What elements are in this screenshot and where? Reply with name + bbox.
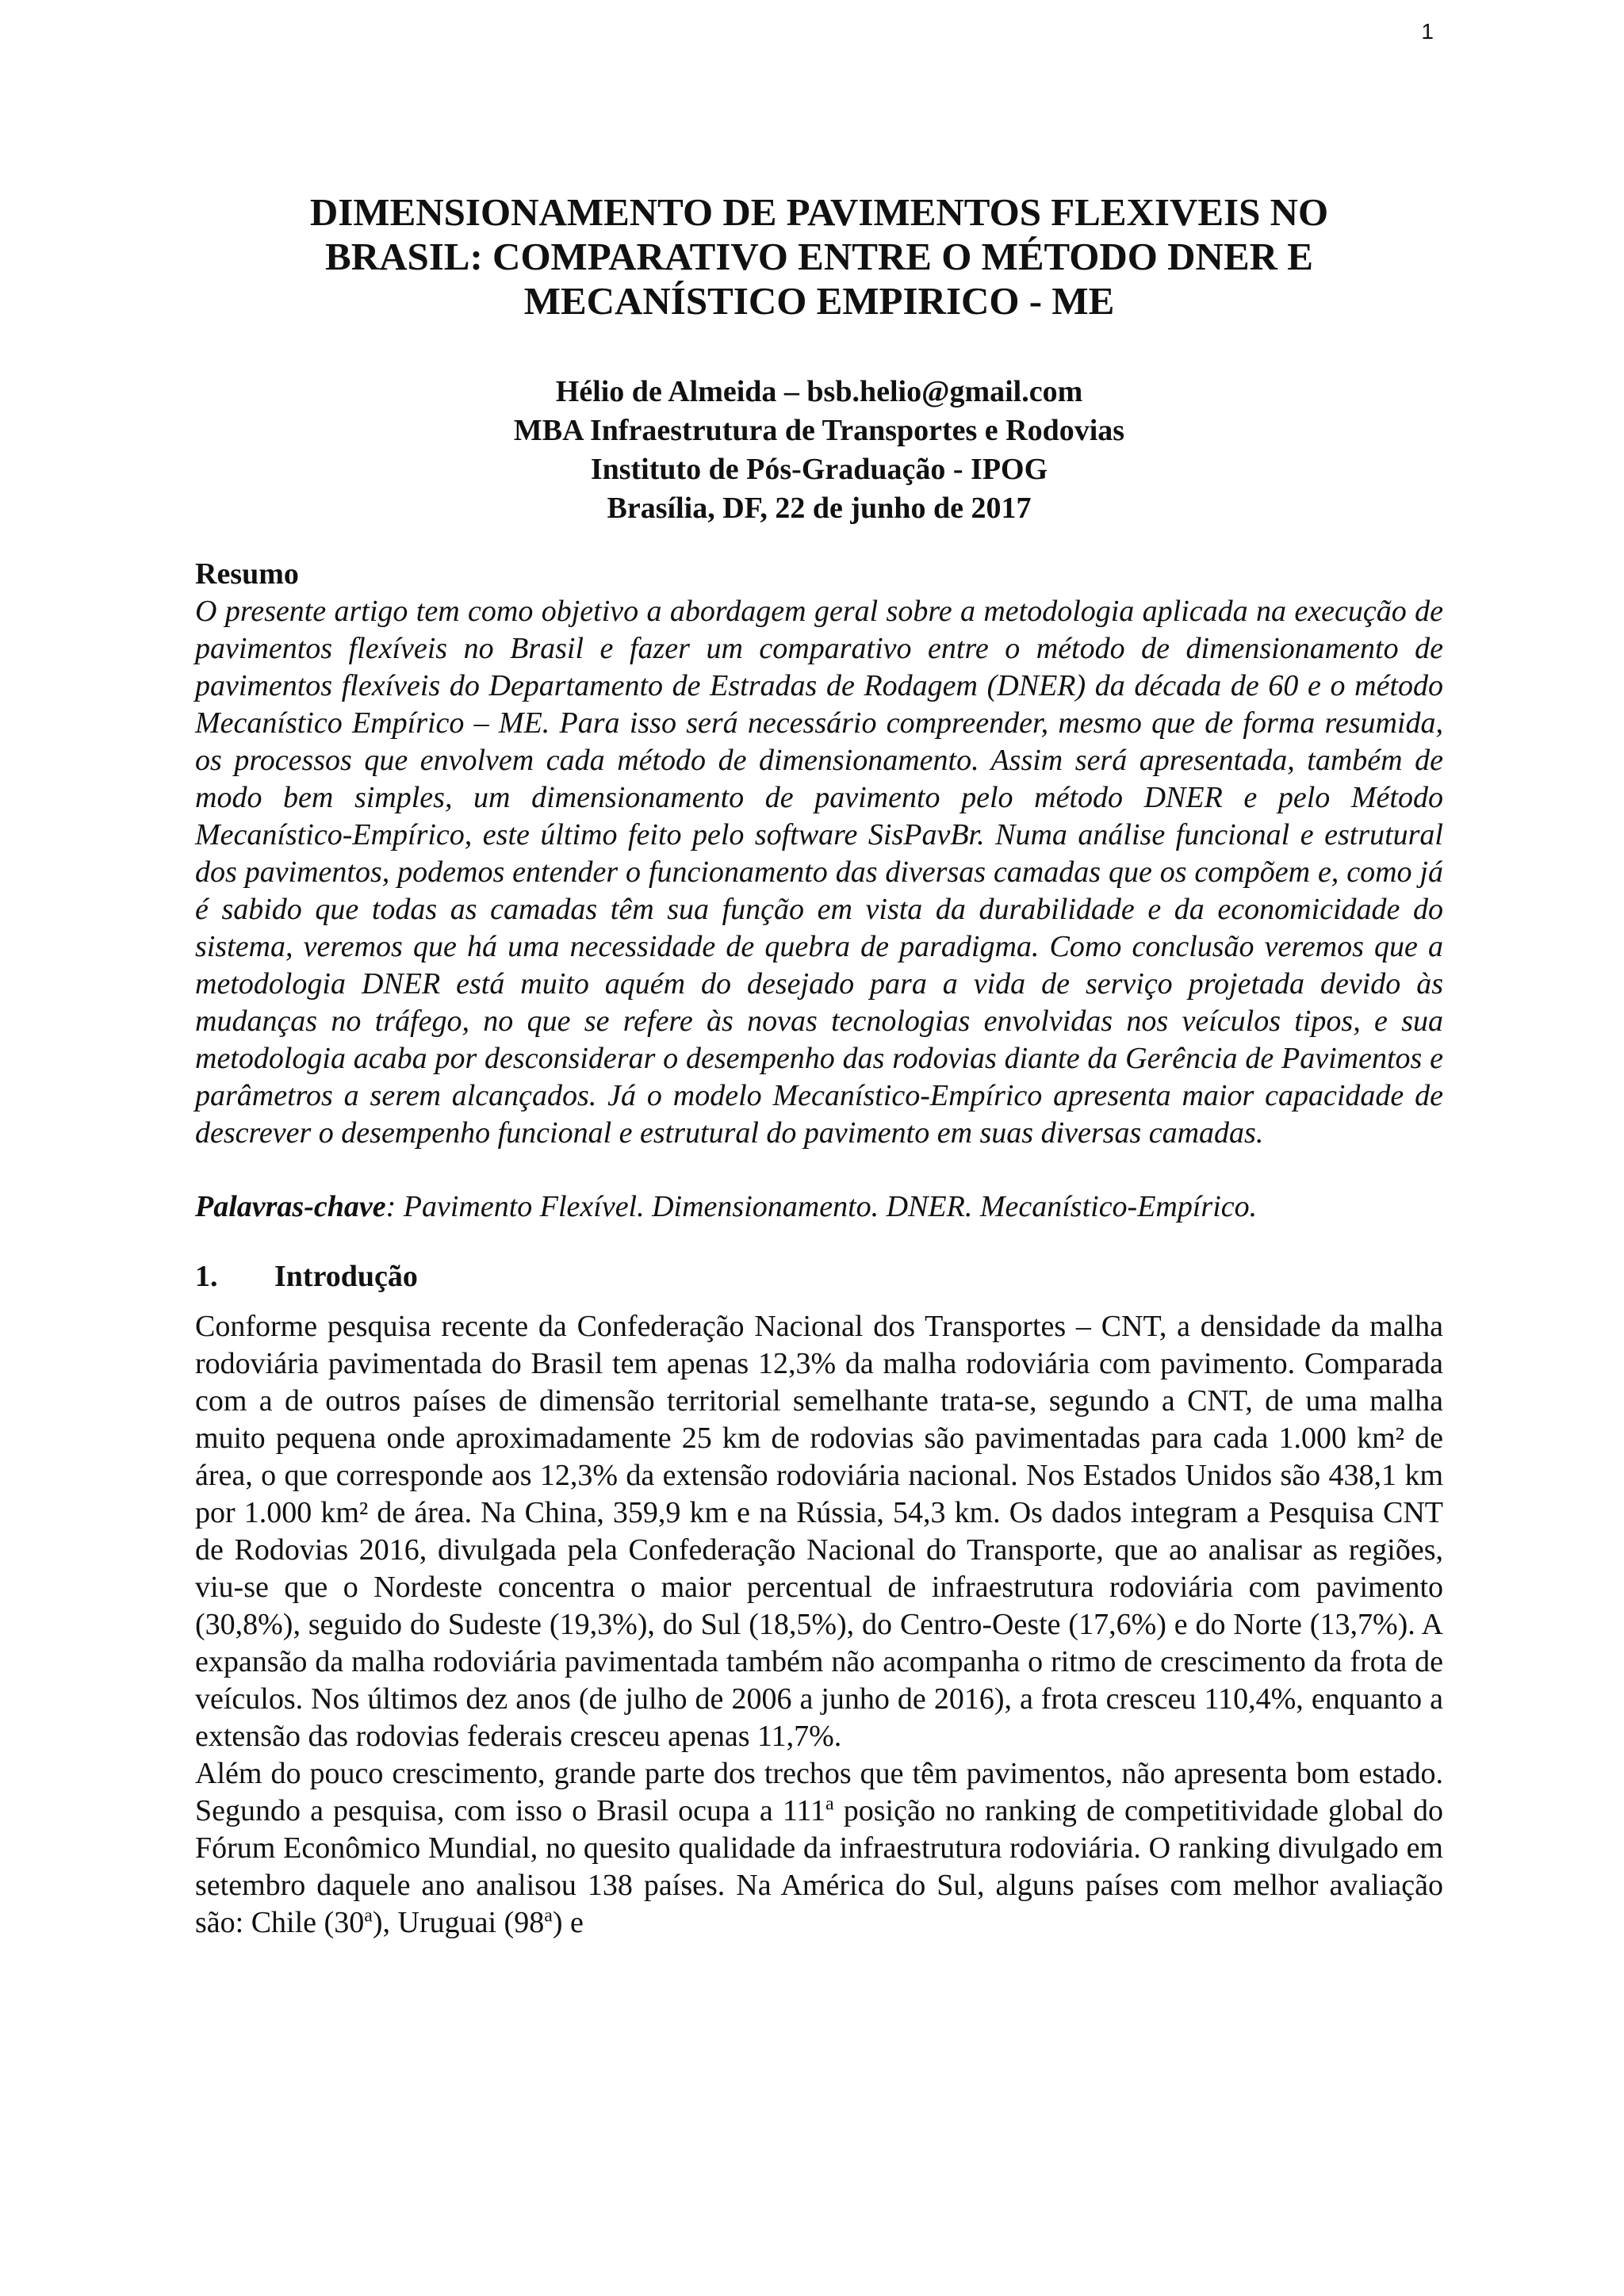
- intro-p2-part3: ), Uruguai (98: [372, 1906, 545, 1939]
- paper-title: DIMENSIONAMENTO DE PAVIMENTOS FLEXIVEIS NO BRASIL: COMPARATIVO ENTRE O MÉTODO DNER E MECANÍSTICO EMPIRICO - ME: [309, 190, 1329, 323]
- keywords-text: : Pavimento Flexível. Dimensionamento. DNER. Mecanístico-Empírico.: [385, 1190, 1258, 1223]
- document-body: [195, 190, 1443, 1942]
- section-title: Introdução: [274, 1260, 418, 1293]
- keywords: [195, 1188, 1443, 1226]
- page-number: 1: [1421, 19, 1434, 44]
- abstract-text: O presente artigo tem como objetivo a abordagem geral sobre a metodologia aplicada na execução de pavimentos flexíveis no Brasil e fazer um comparativo entre o método de dimensionamento de pavimentos flexíveis do Departamento de Estradas de Rodagem (DNER) da década de 60 e o método Mecanístico Empírico – ME. Para isso será necessário compreender, mesmo que de forma resumida, os processos que envolvem cada método de dimensionamento. Assim será apresentada, também de modo bem simples, um dimensionamento de pavimento pelo método DNER e pelo Método Mecanístico-Empírico, este último feito pelo software SisPavBr. Numa análise funcional e estrutural dos pavimentos, podemos entender o funcionamento das diversas camadas que os compõem e, como já é sabido que todas as camadas têm sua função em vista da durabilidade e da economicidade do sistema, veremos que há uma necessidade de quebra de paradigma. Como conclusão veremos que a metodologia DNER está muito aquém do desejado para a vida de serviço projetada devido às mudanças no tráfego, no que se refere às novas tecnologias envolvidas nos veículos tipos, e sua metodologia acaba por desconsiderar o desempenho das rodovias diante da Gerência de Pavimentos e parâmetros a serem alcançados. Já o modelo Mecanístico-Empírico apresenta maior capacidade de descrever o desempenho funcional e estrutural do pavimento em suas diversas camadas.: [195, 595, 1443, 1150]
- author-block: [195, 373, 1443, 528]
- author-name-email: Hélio de Almeida – bsb.helio@gmail.com: [555, 375, 1083, 408]
- section-number: 1.: [195, 1260, 218, 1293]
- section-heading: [195, 1257, 1443, 1295]
- superscript-a: a: [825, 1793, 834, 1815]
- superscript-a: a: [544, 1905, 553, 1927]
- keywords-label: Palavras-chave: [195, 1190, 386, 1223]
- superscript-a: a: [364, 1905, 373, 1927]
- intro-paragraph-2: [195, 1755, 1443, 1942]
- author-institution: Instituto de Pós-Graduação - IPOG: [590, 453, 1048, 486]
- intro-paragraph-1: Conforme pesquisa recente da Confederação Nacional dos Transportes – CNT, a densidade da malha rodoviária pavimentada do Brasil tem apenas 12,3% da malha rodoviária com pavimento. Comparada com a de outros países de dimensão territorial semelhante trata-se, segundo a CNT, de uma malha muito pequena onde aproximadamente 25 km de rodovias são pavimentadas para cada 1.000 km² de área, o que corresponde aos 12,3% da extensão rodoviária nacional. Nos Estados Unidos são 438,1 km por 1.000 km² de área. Na China, 359,9 km e na Rússia, 54,3 km. Os dados integram a Pesquisa CNT de Rodovias 2016, divulgada pela Confederação Nacional do Transporte, que ao analisar as regiões, viu-se que o Nordeste concentra o maior percentual de infraestrutura rodoviária com pavimento (30,8%), seguido do Sudeste (19,3%), do Sul (18,5%), do Centro-Oeste (17,6%) e do Norte (13,7%). A expansão da malha rodoviária pavimentada também não acompanha o ritmo de crescimento da frota de veículos. Nos últimos dez anos (de julho de 2006 a junho de 2016), a frota cresceu 110,4%, enquanto a extensão das rodovias federais cresceu apenas 11,7%.: [195, 1310, 1443, 1753]
- author-program: MBA Infraestrutura de Transportes e Rodovias: [513, 414, 1125, 447]
- intro-p2-part4: ) e: [552, 1906, 584, 1939]
- abstract-heading: Resumo: [195, 557, 299, 591]
- intro-p2-part1: Além do pouco crescimento, grande parte dos trechos que têm pavimentos, não apresenta bom estado. Segundo a pesquisa, com isso o Brasil ocupa a 111: [195, 1757, 1443, 1827]
- author-place-date: Brasília, DF, 22 de junho de 2017: [607, 492, 1032, 525]
- intro-p2-part2: posição no ranking de competitividade global do Fórum Econômico Mundial, no quesito qualidade da infraestrutura rodoviária. O ranking divulgado em setembro daquele ano analisou 138 países. Na América do Sul, alguns países com melhor avaliação são: Chile (30: [195, 1794, 1443, 1939]
